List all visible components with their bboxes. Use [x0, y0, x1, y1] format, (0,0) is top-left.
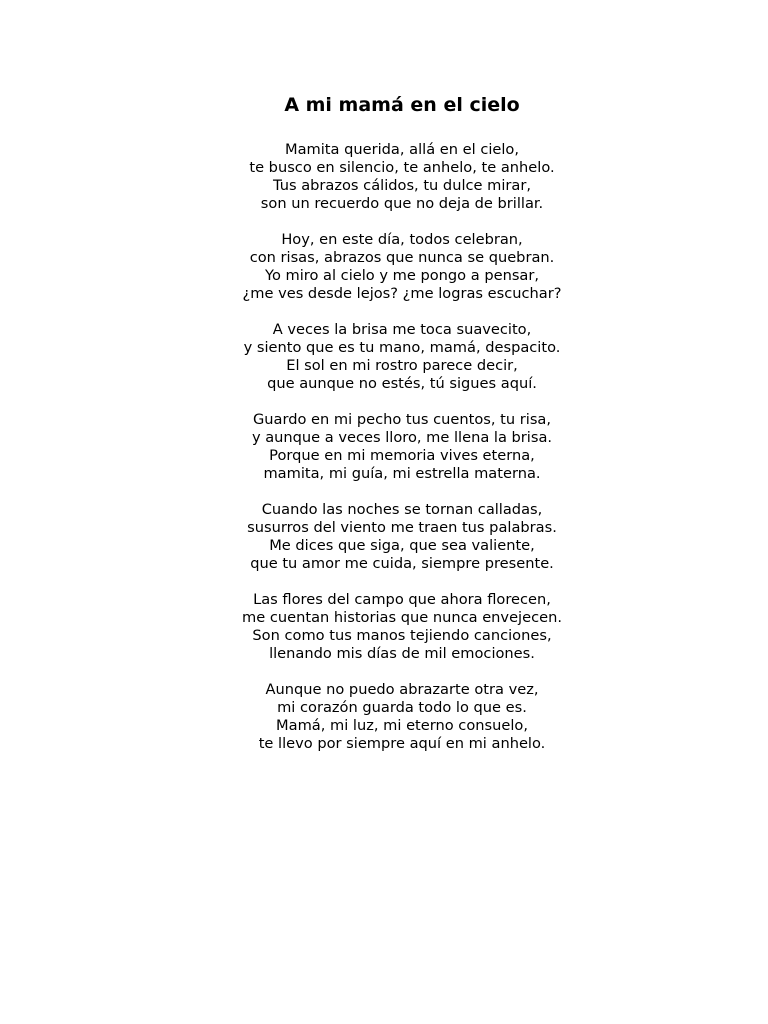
stanza-4 — [0, 411, 768, 483]
stanza-1 — [0, 141, 768, 213]
poem-line: susurros del viento me traen tus palabras. — [247, 519, 557, 536]
poem-line: me cuentan historias que nunca envejecen. — [242, 609, 562, 626]
poem-line: mi corazón guarda todo lo que es. — [277, 699, 527, 716]
poem-line: y aunque a veces lloro, me llena la brisa. — [251, 429, 553, 446]
poem-line: Aunque no puedo abrazarte otra vez, — [265, 681, 539, 698]
stanza-2 — [0, 231, 768, 303]
poem-line: con risas, abrazos que nunca se quebran. — [249, 249, 555, 266]
poem-line: Porque en mi memoria vives eterna, — [269, 447, 535, 464]
poem-line: Mamá, mi luz, mi eterno consuelo, — [276, 717, 528, 734]
stanza-6 — [0, 591, 768, 663]
poem-line: Me dices que siga, que sea valiente, — [269, 537, 535, 554]
poem-line: Son como tus manos tejiendo canciones, — [252, 627, 552, 644]
poem-line: Tus abrazos cálidos, tu dulce mirar, — [273, 177, 531, 194]
poem-line: Guardo en mi pecho tus cuentos, tu risa, — [252, 411, 552, 428]
poem-line: te llevo por siempre aquí en mi anhelo. — [258, 735, 546, 752]
poem-line: Mamita querida, allá en el cielo, — [285, 141, 519, 158]
stanza-3 — [0, 321, 768, 393]
poem-line: te busco en silencio, te anhelo, te anhelo. — [249, 159, 555, 176]
stanza-5 — [0, 501, 768, 573]
poem-line: llenando mis días de mil emociones. — [269, 645, 535, 662]
poem-title: A mi mamá en el cielo — [284, 94, 520, 116]
poem-line: Las flores del campo que ahora florecen, — [253, 591, 551, 608]
poem-line: ¿me ves desde lejos? ¿me logras escuchar? — [242, 285, 562, 302]
poem-body — [0, 141, 768, 771]
stanza-7 — [0, 681, 768, 753]
poem-line: A veces la brisa me toca suavecito, — [272, 321, 532, 338]
poem-line: El sol en mi rostro parece decir, — [286, 357, 518, 374]
poem-line: Hoy, en este día, todos celebran, — [281, 231, 523, 248]
poem-line: son un recuerdo que no deja de brillar. — [260, 195, 544, 212]
poem-line: y siento que es tu mano, mamá, despacito. — [243, 339, 561, 356]
poem-line: Cuando las noches se tornan calladas, — [261, 501, 543, 518]
poem-line: que aunque no estés, tú sigues aquí. — [267, 375, 537, 392]
poem-line: que tu amor me cuida, siempre presente. — [250, 555, 554, 572]
poem-line: mamita, mi guía, mi estrella materna. — [263, 465, 541, 482]
poem-line: Yo miro al cielo y me pongo a pensar, — [264, 267, 540, 284]
